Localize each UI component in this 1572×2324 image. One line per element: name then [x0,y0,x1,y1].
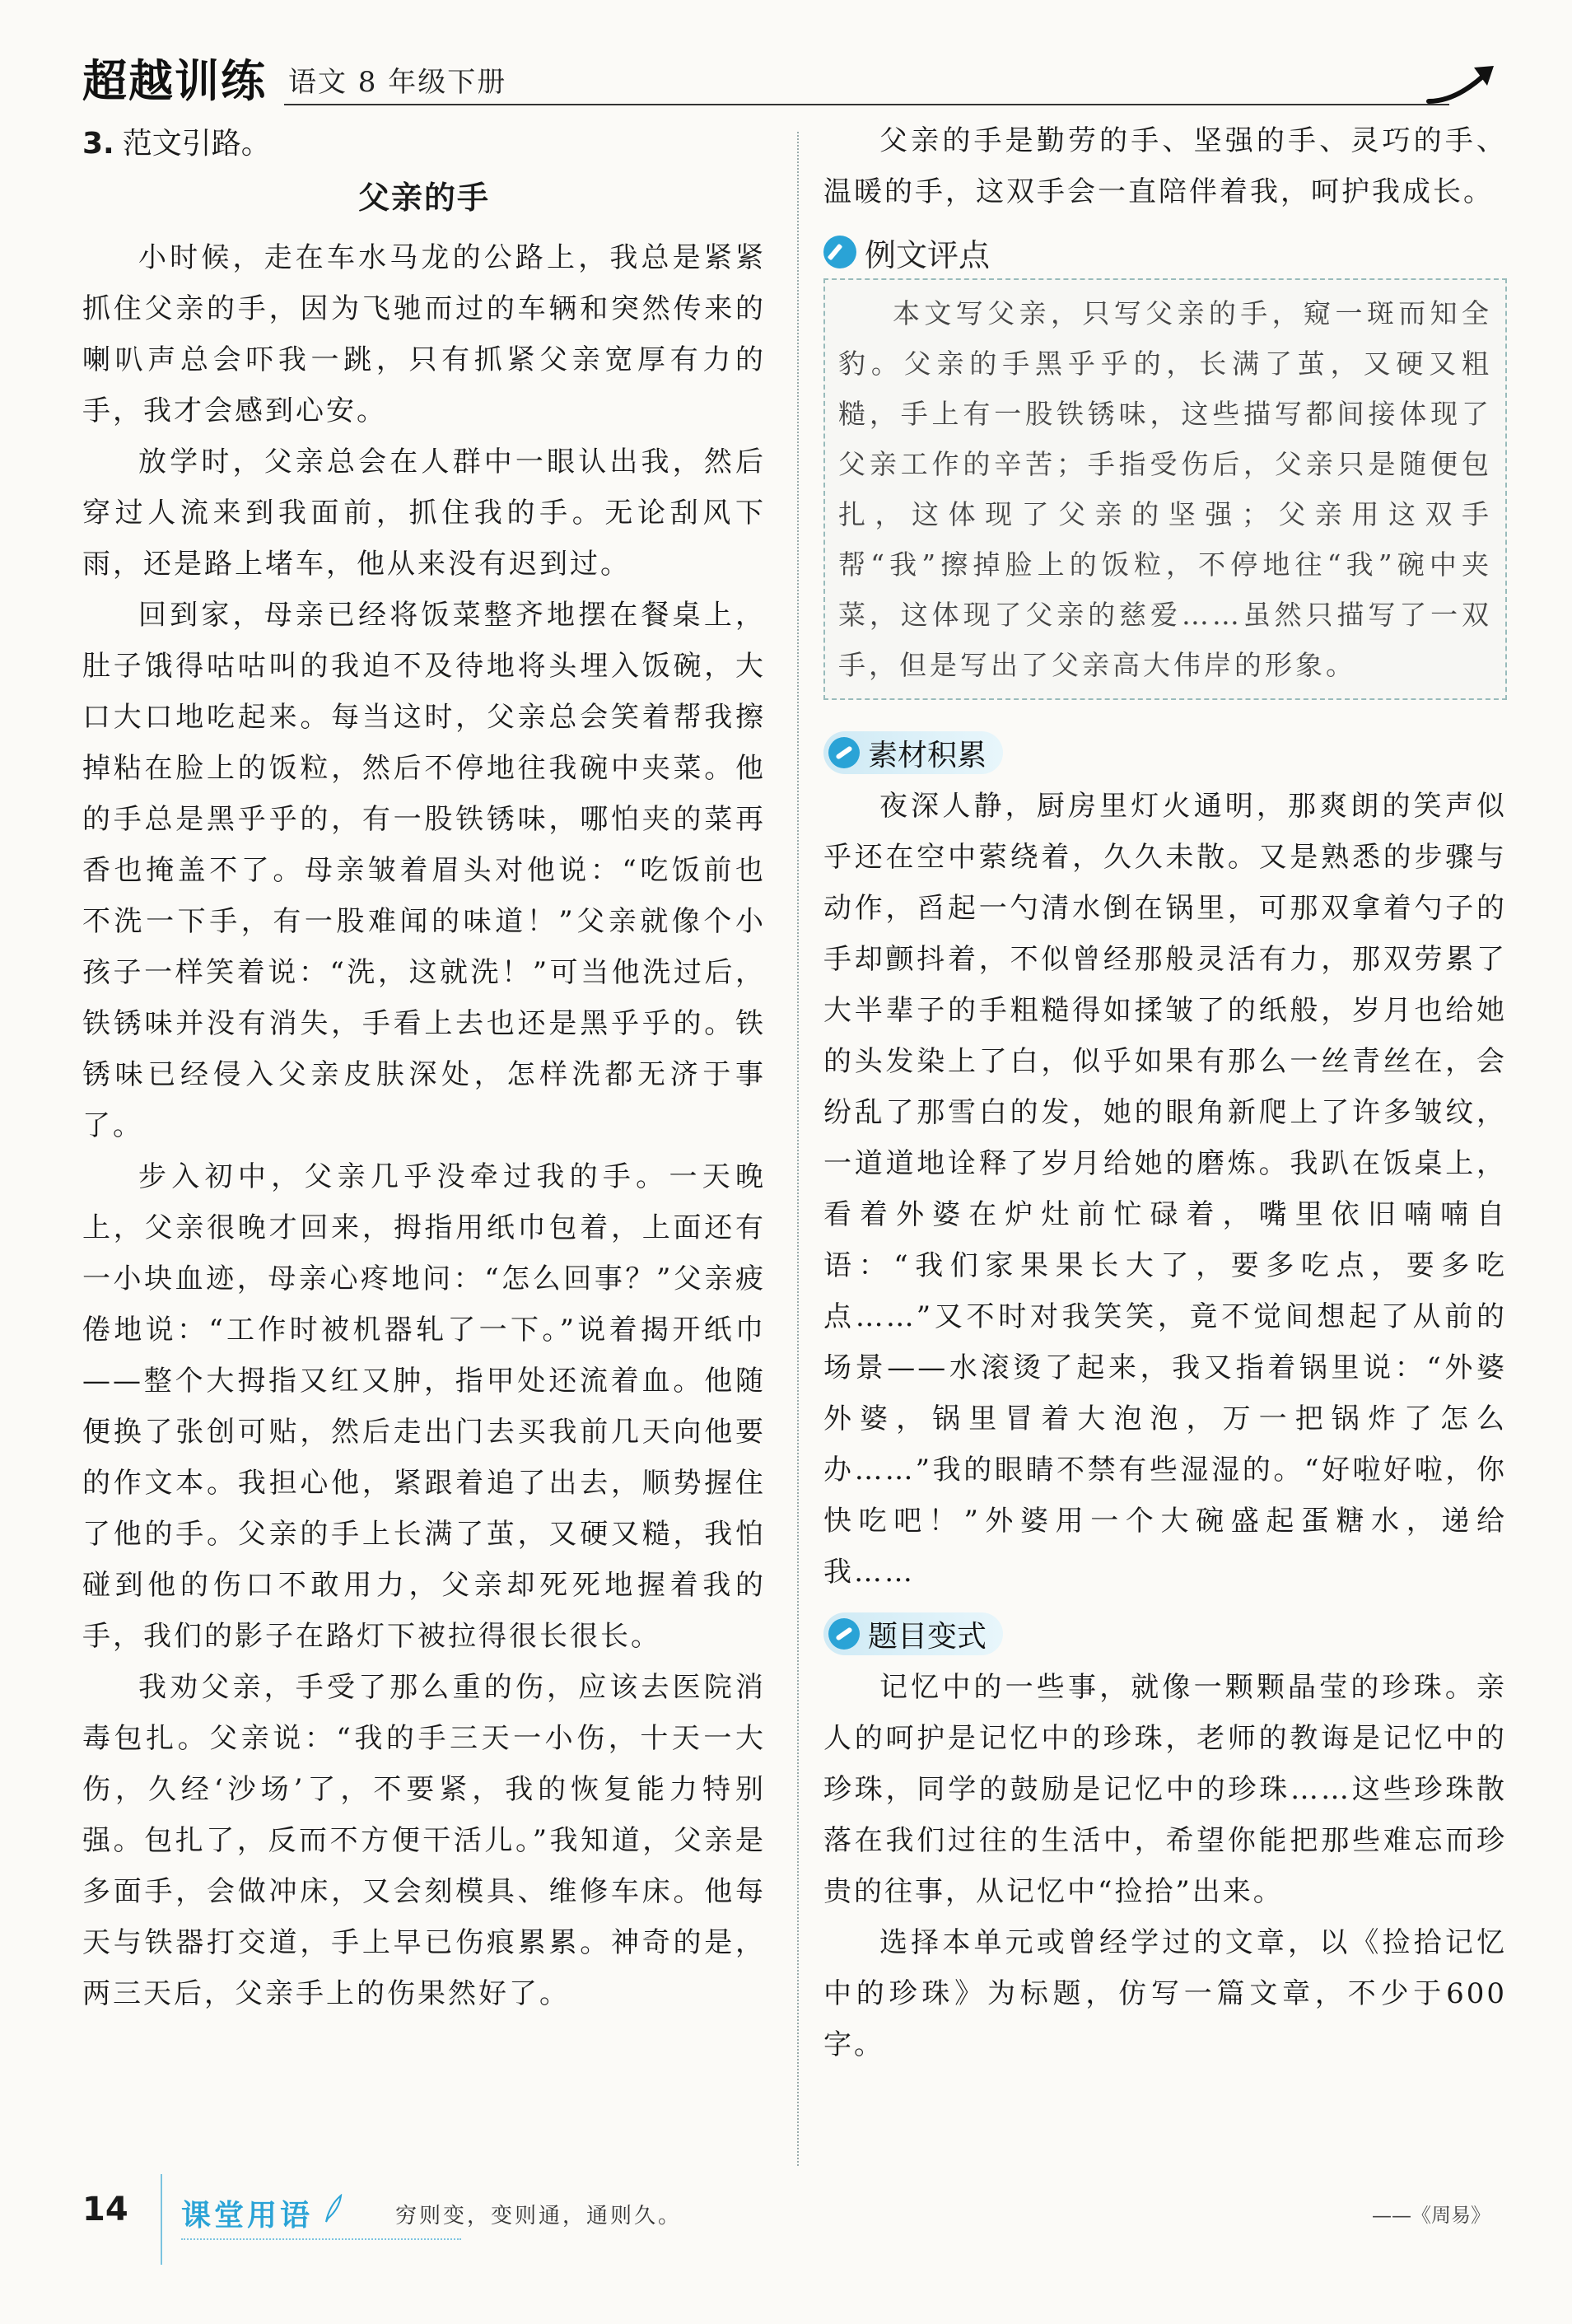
variant-heading: 题目变式 [868,1619,987,1654]
page-header [82,40,1499,114]
variant-paragraph: 记忆中的一些事，就像一颗颗晶莹的珍珠。亲人的呵护是记忆中的珍珠，老师的教诲是记忆中的珍珠，同学的鼓励是记忆中的珍珠……这些珍珠散落在我们过往的生活中，希望你能把那些难忘而珍贵的往事，从记忆中“捡拾”出来。 [823,1671,1507,1908]
material-text: 夜深人静，厨房里灯火通明，那爽朗的笑声似乎还在空中萦绕着，久久未散。又是熟悉的步骤与动作，舀起一勺清水倒在锅里，可那双拿着勺子的手却颤抖着，不似曾经那般灵活有力，那双劳累了大半辈子的手粗糙得如揉皱了的纸般，岁月也给她的头发染上了白，似乎如果有那么一丝青丝在，会纷乱了那雪白的发，她的眼角新爬上了许多皱纹，一道道地诠释了岁月给她的磨炼。我趴在饭桌上，看着外婆在炉灶前忙碌着，嘴里依旧喃喃自语：“我们家果果长大了，要多吃点，要多吃点……”又不时对我笑笑，竟不觉间想起了从前的场景——水滚烫了起来，我又指着锅里说：“外婆外婆，锅里冒着大泡泡，万一把锅炸了怎么办……”我的眼睛不禁有些湿湿的。“好啦好啦，你快吃吧！”外婆用一个大碗盛起蛋糖水，递给我…… [823,790,1507,1589]
section-number: 3. [82,127,114,161]
comment-text: 本文写父亲，只写父亲的手，窥一斑而知全豹。父亲的手黑乎乎的，长满了茧，又硬又粗糙，手上有一股铁锈味，这些描写都间接体现了父亲工作的辛苦；手指受伤后，父亲只是随便包扎，这体现了父亲的坚强；父亲用这双手帮“我”擦掉脸上的饭粒，不停地往“我”碗中夹菜，这体现了父亲的慈爱……虽然只描写了一双手，但是写出了父亲高大伟岸的形象。 [838,297,1492,681]
footer-quote: 穷则变，变则通，通则久。 [395,2204,683,2228]
right-column [823,115,1507,2070]
essay-paragraph: 小时候，走在车水马龙的公路上，我总是紧紧抓住父亲的手，因为飞驰而过的车辆和突然传来的喇叭声总会吓我一跳，只有抓紧父亲宽厚有力的手，我才会感到心安。 [82,241,766,427]
leaf-arrow-icon [828,737,860,768]
variant-paragraph: 选择本单元或曾经学过的文章，以《捡拾记忆中的珍珠》为标题，仿写一篇文章，不少于600字。 [823,1926,1507,2061]
essay-paragraph: 父亲的手是勤劳的手、坚强的手、灵巧的手、温暖的手，这双手会一直陪伴着我，呵护我成长。 [823,124,1507,208]
section-label: 范文引路。 [122,127,271,161]
essay-paragraph: 回到家，母亲已经将饭菜整齐地摆在餐桌上，肚子饿得咕咕叫的我迫不及待地将头埋入饭碗，大口大口地吃起来。每当这时，父亲总会笑着帮我擦掉粘在脸上的饭粒，然后不停地往我碗中夹菜。他的手总是黑乎乎的，有一股铁锈味，哪怕夹的菜再香也掩盖不了。母亲皱着眉头对他说：“吃饭前也不洗一下手，有一股难闻的味道！”父亲就像个小孩子一样笑着说：“洗，这就洗！”可当他洗过后，铁锈味并没有消失，手看上去也还是黑乎乎的。铁锈味已经侵入父亲皮肤深处，怎样洗都无济于事了。 [82,599,766,1142]
essay-title: 父亲的手 [357,179,490,216]
footer-source: ——《周易》 [1372,2204,1490,2227]
header-rule [284,104,1449,105]
material-tag [823,731,1003,774]
swoosh-arrow-icon [1425,56,1499,114]
essay-paragraph: 我劝父亲，手受了那么重的伤，应该去医院消毒包扎。父亲说：“我的手三天一小伤，十天一大伤，久经‘沙场’了，不要紧，我的恢复能力特别强。包扎了，反而不方便干活儿。”我知道，父亲是多面手，会做冲床，又会刻模具、维修车床。他每天与铁器打交道，手上早已伤痕累累。神奇的是，两三天后，父亲手上的伤果然好了。 [82,1671,766,2010]
leaf-arrow-icon [828,1618,860,1650]
variant-tag [823,1612,1003,1655]
feather-icon [323,2194,344,2224]
left-column [82,115,766,2019]
column-divider [797,132,799,2166]
page-number: 14 [82,2191,128,2228]
material-heading: 素材积累 [868,738,987,772]
book-subtitle: 语文 8 年级下册 [288,66,507,99]
page-footer [82,2174,1499,2265]
comment-box [823,278,1507,700]
essay-paragraph: 放学时，父亲总会在人群中一眼认出我，然后穿过人流来到我面前，抓住我的手。无论刮风下雨，还是路上堵车，他从来没有迟到过。 [82,446,766,581]
essay-paragraph: 步入初中，父亲几乎没牵过我的手。一天晚上，父亲很晚才回来，拇指用纸巾包着，上面还有一小块血迹，母亲心疼地问：“怎么回事？”父亲疲倦地说：“工作时被机器轧了一下。”说着揭开纸巾——整个大拇指又红又肿，指甲处还流着血。他随便换了张创可贴，然后走出门去买我前几天向他要的作文本。我担心他，紧跟着追了出去，顺势握住了他的手。父亲的手上长满了茧，又硬又糙，我怕碰到他的伤口不敢用力，父亲却死死地握着我的手，我们的影子在路灯下被拉得很长很长。 [82,1160,766,1653]
pen-icon [823,236,856,268]
comment-heading-label: 例文评点 [865,236,991,273]
section-heading [82,120,766,162]
comment-heading [823,229,990,275]
footer-divider [161,2174,162,2265]
footer-underline [181,2238,461,2240]
footer-label: 课堂用语 [181,2199,314,2233]
book-brand: 超越训练 [82,55,267,107]
